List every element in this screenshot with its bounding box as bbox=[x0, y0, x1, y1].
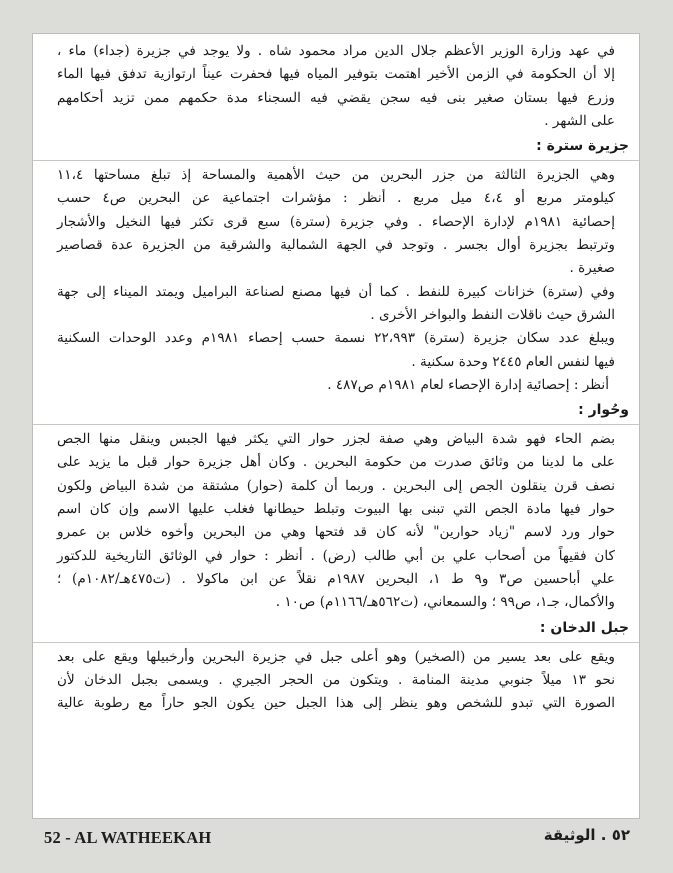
text-line: الصورة التي تبدو للشخص وهو ينظر إلى هذا الجبل حين يكون الجو حاراً مع رطوبة عالية bbox=[57, 695, 616, 712]
section-heading-sitra: جزيرة سترة : bbox=[536, 138, 629, 155]
text-line: إلا أن الحكومة في الزمن الأخير اهتمت بتوفير المياه فيها فحفرت عيناً ارتوازية تدفق فيها الماء bbox=[57, 66, 615, 83]
section-heading-hawar: وحُوار : bbox=[578, 402, 629, 419]
dukhan-paragraph bbox=[57, 646, 615, 716]
text-line: فيها لنفس العام ٢٤٤٥ وحدة سكنية . bbox=[411, 353, 615, 370]
text-line: بضم الحاء فهو شدة البياض وهي صفة لجزر حوار التي يكثر فيها الجبس وينقل منها الجص bbox=[57, 431, 615, 448]
sitra-reference: أنظر : إحصائية إدارة الإحصاء لعام ١٩٨١م ص٤٨٧ . bbox=[327, 376, 609, 393]
text-line: في عهد وزارة الوزير الأعظم جلال الدين مراد محمود شاه . ولا يوجد في جزيرة (جداء) ماء ، bbox=[57, 43, 615, 59]
divider bbox=[33, 424, 639, 425]
intro-paragraph bbox=[57, 40, 615, 133]
page-footer bbox=[32, 826, 640, 852]
text-line: الشرق حيث ناقلات النفط والبواخر الأخرى . bbox=[370, 306, 615, 323]
text-line: إحصائية ١٩٨١م لإدارة الإحصاء . وفي جزيرة (سترة) سبع قرى تكثر فيها النخيل والأشجار bbox=[57, 213, 615, 230]
sitra-paragraph-2 bbox=[57, 281, 615, 328]
text-line: كيلومتر مربع أو ٤،٤ ميل مربع . أنظر : مؤشرات اجتماعية عن البحرين ص٤ حسب bbox=[57, 190, 615, 207]
text-line: نحو ١٣ ميلاً جنوبي مدينة المنامة . ويتكون من الحجر الجيري . ويسمى بجبل الدخان لأن bbox=[57, 671, 616, 688]
text-line: ويبلغ عدد سكان جزيرة (سترة) ٢٢،٩٩٣ نسمة حسب إحصاء ١٩٨١م وعدد الوحدات السكنية bbox=[57, 330, 615, 347]
hawar-paragraph bbox=[57, 428, 615, 614]
text-line: كان فقيهاً من أصحاب علي بن أبي طالب (رض) . أنظر : حوار في الوثائق التاريخية للدكتور bbox=[57, 547, 615, 564]
divider bbox=[33, 642, 639, 643]
section-heading-dukhan: جبل الدخان : bbox=[539, 619, 629, 636]
divider bbox=[33, 160, 639, 161]
text-line: ويقع على بعد يسير من (الصخير) وهو أعلى جبل في جزيرة البحرين وأرخبيلها ويقع على بعد bbox=[57, 648, 615, 665]
text-line: وزرع فيها بستان صغير بنى فيه سجن يقضي فيه السجناء مدة حكمهم ممن تزيد أحكامهم bbox=[57, 89, 615, 106]
text-line: على ما لدينا من وثائق صدرت من حكومة البحرين . وكان أهل جزيرة حوار قبل ما يزيد على bbox=[57, 454, 615, 471]
footer-page-label-english: 52 - AL WATHEEKAH bbox=[44, 828, 212, 847]
text-line: والأكمال، جـ١، ص٩٩ ؛ والسمعاني، (ت٥٦٢هـ/١١٦٦م) ص١٠ . bbox=[275, 594, 615, 611]
sitra-paragraph-1 bbox=[57, 164, 615, 280]
text-line: حوار فيها مادة الجص التي تبنى بها البيوت وتبلط حيطانها فغلب عليها الاسم وإن كان اسم bbox=[57, 501, 615, 518]
text-line: علي أباحسين ص٣ و٩ ط ١، البحرين ١٩٨٧م نقلاً عن ابن ماكولا . (ت٤٧٥هـ/١٠٨٢م) ؛ bbox=[57, 570, 615, 587]
text-line: وفي (سترة) خزانات كبيرة للنفط . كما أن فيها مصنع لصناعة البراميل ويمتد الميناء إلى جهة bbox=[57, 283, 615, 300]
text-line: حوار ورد لاسم "زياد حوارين" لأنه كان قد فتحها وهي من البحرين وأخوه خلاس بن عمرو bbox=[57, 524, 615, 541]
text-line: نصف قرن ينقلون الجص إلى البحرين . وربما أن كلمة (حوار) مشتقة من شدة البياض ولكون bbox=[57, 477, 615, 494]
text-line: وترتبط بجزيرة أوال بجسر . وتوجد في الجهة الشمالية والشرقية من الجزيرة عدة قصاصير bbox=[57, 237, 615, 254]
text-line: وهي الجزيرة الثالثة من جزر البحرين من حيث الأهمية والمساحة إذ تبلغ مساحتها ١١،٤ bbox=[57, 167, 615, 184]
footer-page-label-arabic: ٥٢ . الوثيقة bbox=[543, 826, 630, 844]
text-line: صغيرة . bbox=[569, 260, 615, 277]
sitra-paragraph-3 bbox=[57, 327, 615, 374]
article-text-box bbox=[32, 33, 640, 819]
text-line: على الشهر . bbox=[544, 112, 615, 129]
